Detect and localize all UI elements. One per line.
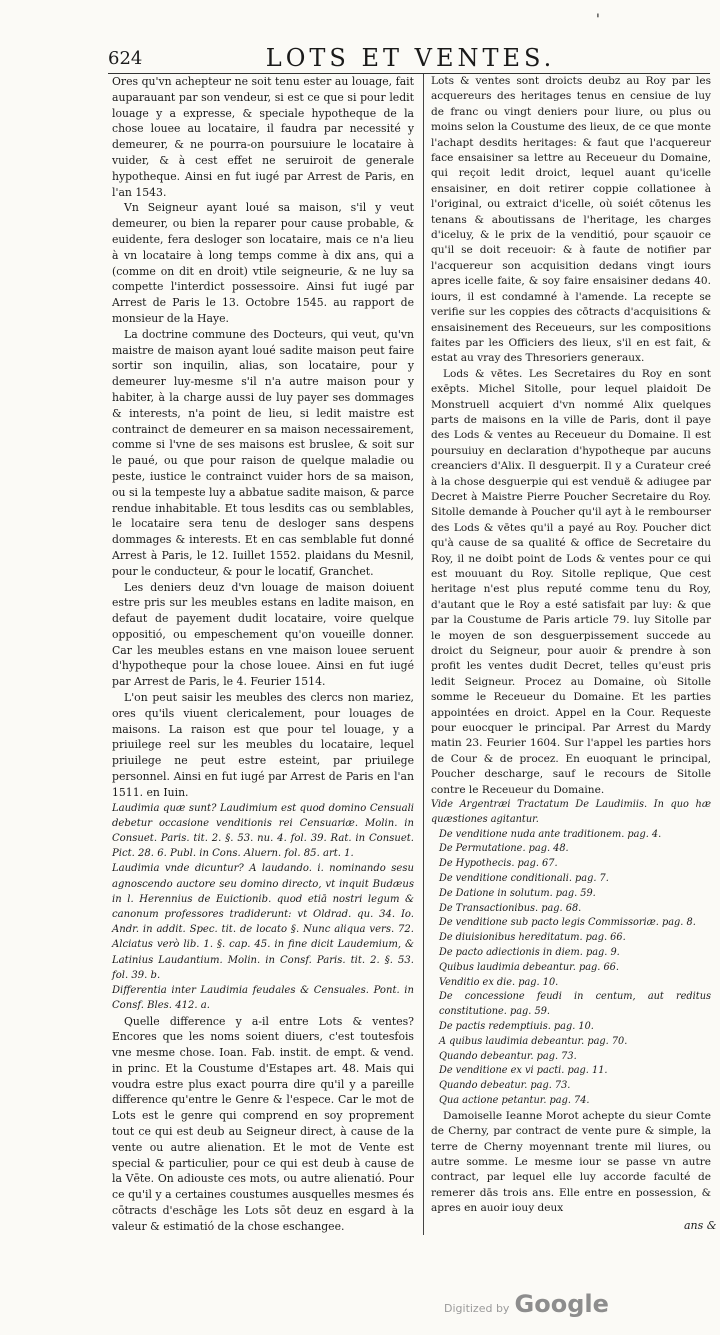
- reference-item: Qua actione petantur. pag. 74.: [439, 1095, 590, 1107]
- reference-item: De venditione nuda ante traditionem. pag. 4.: [439, 828, 662, 840]
- paragraph: Les deniers deuz d'vn louage de maison doiuent estre pris sur les meubles estans en ladite maison, en defaut de payement dudit locataire, voire quelque oppositió, ou empeschement qu'on voueille donner. Car les meubles estans en vne maison louee seruent d'hypotheque pour la chose louee. Ainsi en fut iugé par Arrest de Paris, le 4. Feurier 1514.: [112, 580, 414, 689]
- paragraph: Lods & vētes. Les Secretaires du Roy en sont exēpts. Michel Sitolle, pour lequel plaidoit De Monstruell acquiert d'vn nommé Alix quelques parts de maisons en la ville de Paris, dont il paye des Lods & ventes au Receueur du Domaine. Il est poursuiuy en declaration d'hypotheque par aucuns creanciers d'Alix. Il desguerpit. Il y a Curateur creé à la chose desguerpie qui est venduë & adiugee par Decret à Maistre Pierre Poucher Secretaire du Roy. Sitolle demande à Poucher qu'il ayt à le rembourser des Lods & vētes qu'il a payé au Roy. Poucher dict qu'à cause de sa qualité & office de Secretaire du Roy, il ne doibt point de Lods & ventes pour ce qui est mouuant du Roy. Sitolle replique, Que cest heritage n'est plus reputé comme tenu du Roy, d'autant que le Roy a esté satisfait par luy: & que par la Coustume de Paris article 79. luy Sitolle par le moyen de son desguerpissement succede au droict du Seigneur, pour auoir & prendre à son profit les ventes dudit Decret, telles qu'eust pris ledit Seigneur. Procez au Domaine, où Sitolle somme le Receueur du Domaine. Et les parties appointées en droict. Appel en la Cour. Requeste pour euocquer le principal. Par Arrest du Mardy matin 23. Feurier 1604. Sur l'appel les parties hors de Cour & de procez. En euoquant le principal, Poucher descharge, sauf le recours de Sitolle contre le Receueur du Domaine.: [431, 367, 711, 796]
- paragraph: L'on peut saisir les meubles des clercs non mariez, ores qu'ils viuent clericalement, pour louages de maisons. La raison est que pour tel louage, y a priuilege reel sur les meubles du locataire, lequel priuilege ne peut estre esteint, par priuilege personnel. Ainsi en fut iugé par Arrest de Paris en l'an 1511. en Iuin.: [112, 691, 414, 799]
- reference-item: De diuisionibus hereditatum. pag. 66.: [439, 932, 626, 944]
- page-header: [108, 44, 713, 72]
- paragraph: Vn Seigneur ayant loué sa maison, s'il y veut demeurer, ou bien la reparer pour cause probable, & euidente, fera desloger son locataire, mais ce n'a lieu à vn locataire à long temps comme à dix ans, qui a (comme on dit en droit) vtile seigneurie, & ne luy sa compette l'interdict possessoire. Ainsi fut iugé par Arrest de Paris le 13. Octobre 1545. au rapport de monsieur de la Haye.: [112, 201, 414, 325]
- paragraph: Damoiselle Ieanne Morot achepte du sieur Comte de Cherny, par contract de vente pure & simple, la terre de Cherny moyennant trente mil liures, ou autre somme. Le mesme iour se passe vn autre contract, par lequel elle luy accorde faculté de remerer dās trois ans. Elle entre en possession, & apres en auoir iouy deux: [431, 1109, 711, 1215]
- reference-item: De venditione ex vi pacti. pag. 11.: [439, 1065, 608, 1077]
- left-column: [112, 74, 414, 1235]
- paragraph: La doctrine commune des Docteurs, qui veut, qu'vn maistre de maison ayant loué sadite maison peut faire sortir son inquilin, alias, son locataire, pour y demeurer luy-mesme s'il n'a autre maison pour y habiter, à la charge aussi de luy payer ses dommages & interests, n'a point de lieu, si ledit maistre est contrainct de demeurer en sa maison necessairement, comme si l'vne de ses maisons est bruslee, & soit sur le paué, ou que pour raison de quelque maladie ou peste, iustice le contrainct vuider hors de sa maison, ou si la tempeste luy a abbatue sadite maison, & parce rendue inhabitable. Et tous lesdits cas ou semblables, le locataire sera tenu de desloger sans despens dommages & interests. Et en cas semblable fut donné Arrest à Paris, le 12. Iuillet 1552. plaidans du Mesnil, pour le conducteur, & pour le locatif, Granchet.: [112, 327, 415, 578]
- reference-item: De Datione in solutum. pag. 59.: [439, 887, 596, 899]
- latin-note: Laudimia quæ sunt? Laudimium est quod domino Censuali debetur occasione venditionis rei Censuariæ. Molin. in Consuet. Paris. tit. 2. §. 53. nu. 4. fol. 39. Rat. in Consuet. Pict. 28. 6. Publ. in Cons. Aluern. fol. 85. art. 1.: [112, 802, 414, 860]
- watermark-prefix: Digitized by: [444, 1302, 510, 1315]
- reference-item: De Hypothecis. pag. 67.: [439, 858, 558, 870]
- column-divider: [423, 74, 424, 1235]
- catchword: ans &: [684, 1218, 717, 1232]
- reference-heading: Vide Argentræi Tractatum De Laudimiis. In quo hæ quæstiones agitantur.: [431, 799, 711, 825]
- reference-item: A quibus laudimia debeantur. pag. 70.: [439, 1035, 628, 1047]
- reference-item: Venditio ex die. pag. 10.: [439, 976, 559, 988]
- reference-item: De pacto adiectionis in diem. pag. 9.: [439, 947, 620, 959]
- corner-mark: ': [596, 12, 600, 28]
- reference-item: De venditione conditionali. pag. 7.: [439, 873, 609, 885]
- reference-item: De concessione feudi in centum, aut reditus constitutione. pag. 59.: [439, 991, 711, 1018]
- reference-list: [431, 798, 711, 1109]
- latin-note: Differentia inter Laudimia feudales & Censuales. Pont. in Consf. Bles. 412. a.: [112, 985, 414, 1012]
- reference-item: Quando debeantur. pag. 73.: [439, 1050, 577, 1062]
- latin-note: Laudimia vnde dicuntur? A laudando. i. nominando sesu agnoscendo auctore seu domino directo, vt inquit Budæus in l. Herennius de Euictionib. quod etiā nostri legum & canonum professores tradiderunt: vt Oldrad. qu. 34. Io. Andr. in addit. Spec. tit. de locato §. Nunc aliqua vers. 72. Alciatus verò lib. 1. §. cap. 45. in fine dicit Laudemium, & Latinius Laudantium. Molin. in Consf. Paris. tit. 2. §. 53. fol. 39. b.: [112, 863, 414, 981]
- page-number: 624: [108, 48, 143, 69]
- paragraph: Quelle difference y a-il entre Lots & ventes? Encores que les noms soient diuers, c'est toutesfois vne mesme chose. Ioan. Fab. instit. de empt. & vend. in princ. Et la Coustume d'Estapes art. 48. Mais qui voudra estre plus exact pourra dire qu'il y a pareille difference qu'entre le Genre & l'espece. Car le mot de Lots est le genre qui comprend en soy proprement tout ce qui est deub au Seigneur direct, à cause de la vente ou autre alienation. Et le mot de Vente est special & particulier, pour ce qui est deub à cause de la Vēte. On adiouste ces mots, ou autre alienatió. Pour ce qu'il y a certaines coustumes ausquelles mesmes és cōtracts d'eschāge les Lots sōt deuz en esgard à la valeur & estimatió de la chose eschangee.: [112, 1014, 414, 1233]
- reference-item: Quando debeatur. pag. 73.: [439, 1080, 571, 1092]
- paragraph: Ores qu'vn achepteur ne soit tenu ester au louage, fait auparauant par son vendeur, si est ce que si pour ledit louage y a expresse, & speciale hypotheque de la chose louee au locataire, il faudra par necessité y demeurer, & ne pourra-on poursuiure le locataire à vuider, & à cest effet ne seruiroit de generale hypotheque. Ainsi en fut iugé par Arrest de Paris, en l'an 1543.: [112, 75, 414, 199]
- reference-item: De venditione sub pacto legis Commissoriæ. pag. 8.: [439, 917, 696, 929]
- google-logo: Google: [514, 1290, 609, 1318]
- paragraph: Lots & ventes sont droicts deubz au Roy par les acquereurs des heritages tenus en censiue de luy de franc ou vingt deniers pour liure, ou plus ou moins selon la Coustume des lieux, de ce que monte l'achapt desdits heritages: & faut que l'acquereur face ensaisiner sa lettre au Receueur du Domaine, qui reçoit ledit droict, lequel auant qu'icelle ensaisiner, en doit retirer coppie collationee à l'original, ou extraict d'icelle, où soiét cōtenus les tenans & aboutissans de l'heritage, les charges d'iceluy, & le prix de la venditió, pour sçauoir ce qu'il se doit receuoir: & à faute de notifier par l'acquereur son acquisition dedans vingt iours apres icelle faite, & soy faire ensaisiner dedans 40. iours, il est condamné à l'amende. La recepte se verifie sur les coppies des cōtracts d'acquisitions & ensaisinement des Receueurs, sur les compositions faites par les Officiers des lieux, s'il en est fait, & estat au vray des Thresoriers generaux.: [431, 75, 711, 365]
- digitized-watermark: [444, 1290, 609, 1318]
- reference-item: De Transactionibus. pag. 68.: [439, 902, 582, 914]
- reference-item: De Permutatione. pag. 48.: [439, 843, 569, 855]
- right-column: [431, 74, 711, 1217]
- running-title: LOTS ET VENTES.: [265, 44, 556, 72]
- reference-item: Quibus laudimia debeantur. pag. 66.: [439, 961, 619, 973]
- reference-item: De pactis redemptiuis. pag. 10.: [439, 1021, 594, 1033]
